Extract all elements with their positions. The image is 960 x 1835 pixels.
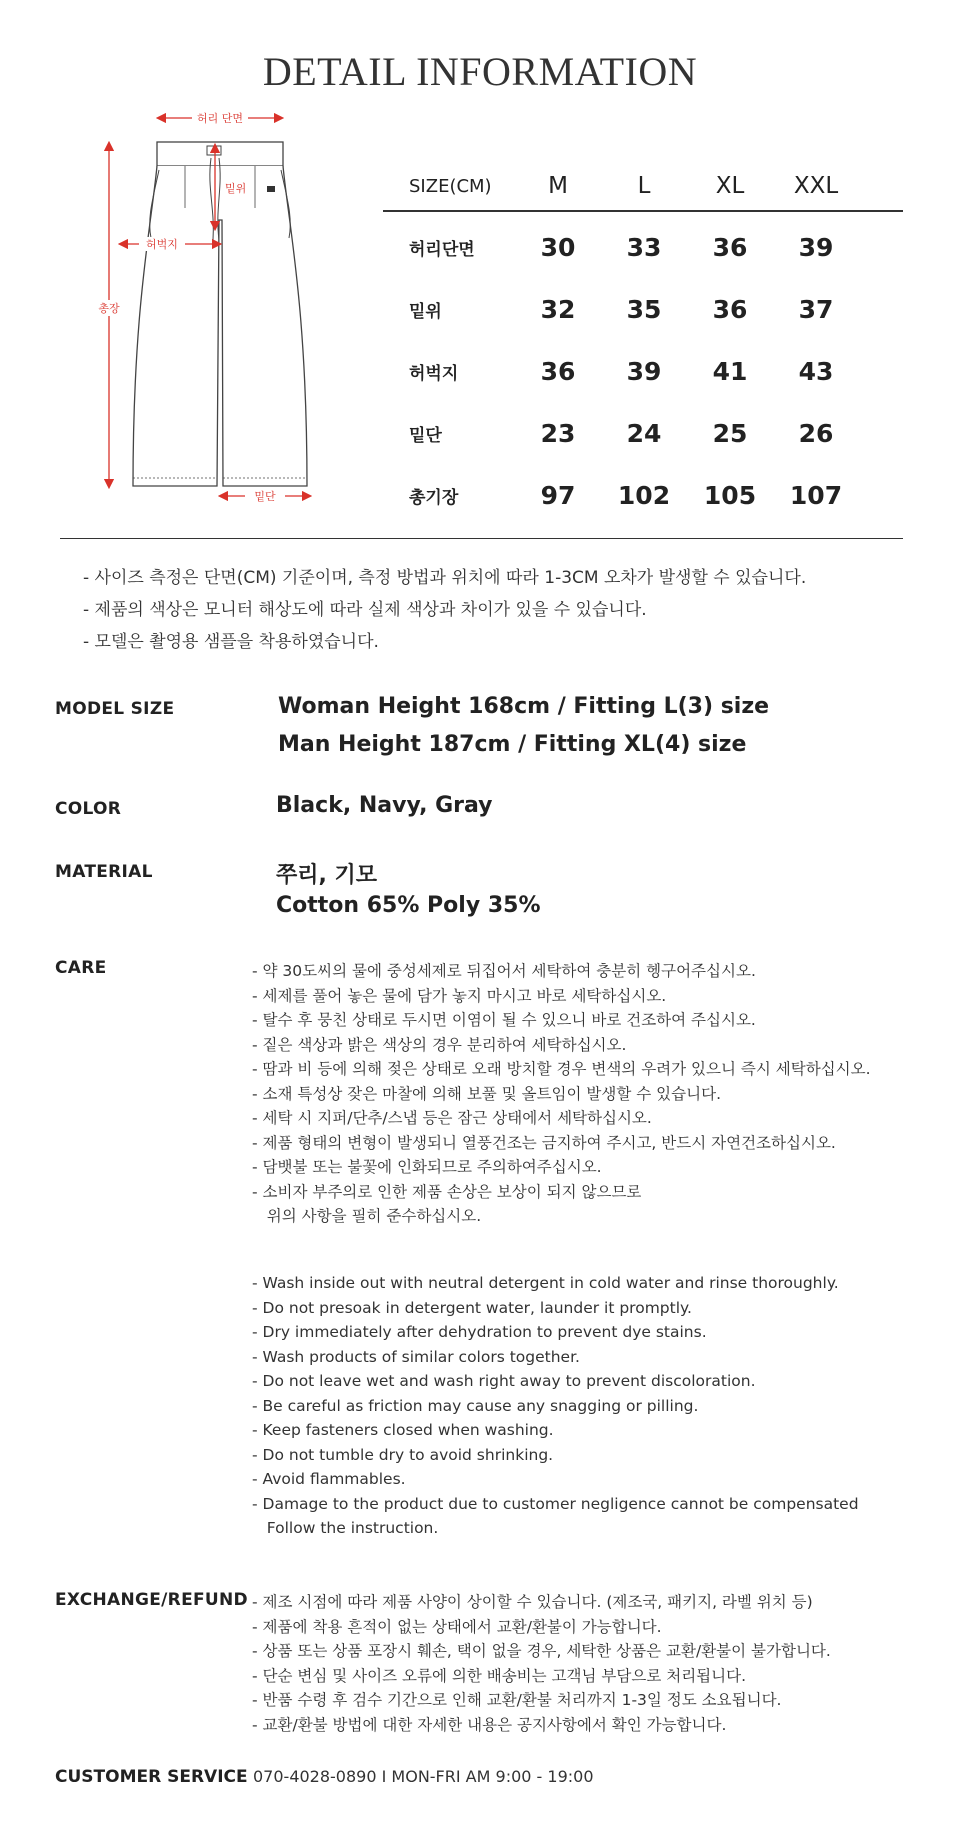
list-item: 위의 사항을 필히 준수하십시오. [252,1207,482,1225]
care-label: CARE [55,958,107,978]
table-row [383,402,903,464]
row-label: 밑단 [409,425,442,446]
cell: 97 [540,480,576,510]
list-item: - 짙은 색상과 밝은 색상의 경우 분리하여 세탁하십시오. [252,1035,627,1054]
model-size-label: MODEL SIZE [55,699,175,719]
color-value: Black, Navy, Gray [276,793,493,818]
size-table-header [383,162,903,212]
list-item: - 단순 변심 및 사이즈 오류에 의한 배송비는 고객님 부담으로 처리됩니다. [252,1666,747,1685]
note-item: - 사이즈 측정은 단면(CM) 기준이며, 측정 방법과 위치에 따라 1-3CM 오차가 발생할 수 있습니다. [83,568,807,588]
cell: 25 [712,418,748,448]
size-notes [83,562,806,658]
model-size-man: Man Height 187cm / Fitting XL(4) size [278,732,747,757]
cell: 23 [540,418,576,448]
list-item: - 소재 특성상 잦은 마찰에 의해 보풀 및 올트임이 발생할 수 있습니다. [252,1084,721,1103]
cell: 36 [712,294,748,324]
list-item: - 약 30도씨의 물에 중성세제로 뒤집어서 세탁하여 충분히 헹구어주십시오. [252,962,756,980]
list-item: - Keep fasteners closed when washing. [252,1421,554,1439]
note-item: - 제품의 색상은 모니터 해상도에 따라 실제 색상과 차이가 있을 수 있습니다. [83,600,647,620]
list-item: - Be careful as friction may cause any snagging or pilling. [252,1396,699,1415]
list-item: - 교환/환불 방법에 대한 자세한 내용은 공지사항에서 확인 가능합니다. [252,1715,727,1734]
table-row [383,464,903,526]
size-header-xl: XL [715,173,745,199]
model-size-woman: Woman Height 168cm / Fitting L(3) size [278,694,770,719]
row-label: 허리단면 [409,239,475,260]
cell: 33 [626,232,662,262]
list-item: - Damage to the product due to customer negligence cannot be compensated [252,1494,859,1513]
cell: 102 [617,480,671,510]
list-item: - 탈수 후 뭉친 상태로 두시면 이염이 될 수 있으니 바로 건조하여 주십시오. [252,1011,756,1029]
cell: 36 [712,232,748,262]
material-label: MATERIAL [55,862,153,882]
rise-label: 밑위 [225,182,247,195]
table-row [383,216,903,278]
note-item: - 모델은 촬영용 샘플을 착용하였습니다. [83,632,379,652]
material-value: 쭈리, 기모 [276,863,378,888]
cell: 32 [540,294,576,324]
cell: 43 [798,356,834,386]
care-section [55,958,107,978]
care-english-list [252,1271,859,1541]
exchange-list [252,1590,831,1737]
care-korean-list [252,959,871,1229]
exchange-section [55,1590,248,1610]
row-label: 밑위 [409,301,442,322]
color-label: COLOR [55,799,122,819]
cell: 24 [626,418,662,448]
color-section [55,799,121,819]
list-item: - 세제를 풀어 놓은 물에 담가 놓지 마시고 바로 세탁하십시오. [252,986,667,1005]
customer-service-label: CUSTOMER SERVICE [55,1767,248,1787]
thigh-label: 허벅지 [146,238,178,251]
list-item: - Wash inside out with neutral detergent in cold water and rinse thoroughly. [252,1274,839,1292]
table-row [383,278,903,340]
list-item: - 소비자 부주의로 인한 제품 손상은 보상이 되지 않으므로 [252,1182,642,1201]
cell: 35 [626,294,662,324]
customer-service [55,1767,594,1787]
cell: 105 [703,480,757,510]
material-value: Cotton 65% Poly 35% [276,893,541,918]
cell: 30 [540,232,576,262]
list-item: - 반품 수령 후 검수 기간으로 인해 교환/환불 처리까지 1-3일 정도 소요됩니다. [252,1691,782,1709]
row-label: 허벅지 [409,363,459,384]
pants-measurement-diagram [95,108,325,508]
color-values [276,787,493,825]
waist-label: 허리 단면 [196,112,244,125]
size-header-label: SIZE(CM) [409,175,492,197]
customer-service-value: 070-4028-0890 I MON-FRI AM 9:00 - 19:00 [253,1767,594,1786]
material-section [55,862,153,882]
cell: 36 [540,356,576,386]
list-item: - 제품에 착용 흔적이 없는 상태에서 교환/환불이 가능합니다. [252,1617,662,1636]
cell: 39 [798,232,834,262]
list-item: - Avoid flammables. [252,1470,406,1488]
cell: 107 [789,480,843,510]
size-header-l: L [637,173,651,199]
cell: 41 [712,356,748,386]
list-item: - 상품 또는 상품 포장시 훼손, 택이 없을 경우, 세탁한 상품은 교환/환불이 불가합니다. [252,1642,831,1660]
list-item: - 세탁 시 지퍼/단추/스냅 등은 잠근 상태에서 세탁하십시오. [252,1109,652,1127]
material-values [276,861,540,921]
list-item: - Do not leave wet and wash right away to prevent discoloration. [252,1372,756,1390]
hem-label: 밑단 [254,490,276,503]
cell: 37 [798,294,834,324]
list-item: - Wash products of similar colors together. [252,1347,580,1366]
cell: 39 [626,356,662,386]
size-header-xxl: XXL [793,173,839,199]
model-size-values [278,688,769,764]
list-item: - 담뱃불 또는 불꽃에 인화되므로 주의하여주십시오. [252,1158,602,1176]
length-label: 총장 [98,302,120,315]
exchange-label: EXCHANGE/REFUND [55,1590,248,1610]
list-item: Follow the instruction. [252,1519,439,1537]
cell: 26 [798,418,834,448]
section-divider [60,538,903,539]
pants-illustration [95,108,325,508]
list-item: - 제품 형태의 변형이 발생되니 열풍건조는 금지하여 주시고, 반드시 자연건조하십시오. [252,1133,836,1152]
size-header-m: M [548,173,568,199]
size-table [383,162,903,526]
table-row [383,340,903,402]
row-label: 총기장 [409,487,459,508]
list-item: - 제조 시점에 따라 제품 사양이 상이할 수 있습니다. (제조국, 패키지, 라벨 위치 등) [252,1593,813,1611]
page-title: DETAIL INFORMATION [262,49,698,94]
list-item: - 땀과 비 등에 의해 젖은 상태로 오래 방치할 경우 변색의 우려가 있으니 즉시 세탁하십시오. [252,1060,871,1078]
list-item: - Dry immediately after dehydration to prevent dye stains. [252,1323,707,1341]
list-item: - Do not presoak in detergent water, launder it promptly. [252,1298,692,1317]
model-size-section [55,699,174,719]
list-item: - Do not tumble dry to avoid shrinking. [252,1445,554,1464]
